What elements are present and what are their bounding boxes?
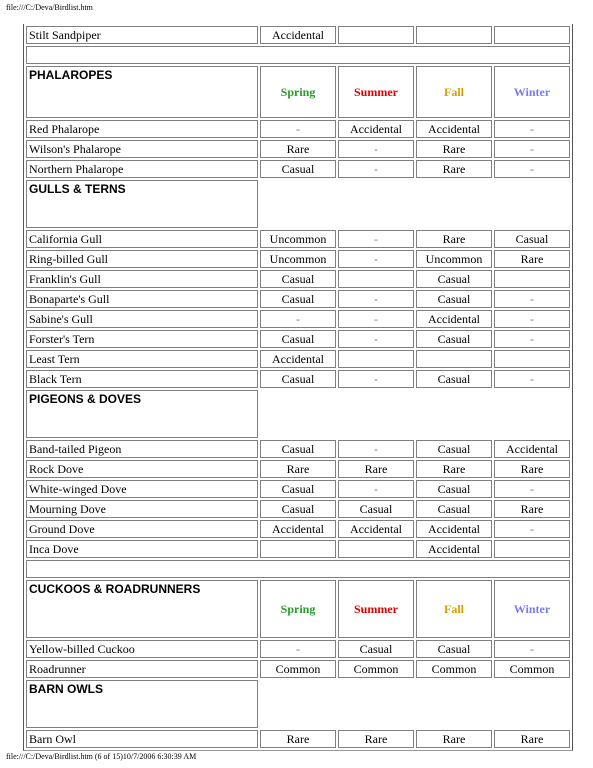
occurrence-fall: Accidental: [416, 120, 492, 138]
occurrence-fall: Rare: [416, 160, 492, 178]
bird-name: Yellow-billed Cuckoo: [26, 640, 258, 658]
bird-name: Ring-billed Gull: [26, 250, 258, 268]
bird-checklist-table: [24, 24, 572, 750]
occurrence-summer: -: [338, 480, 414, 498]
bird-row: [26, 480, 570, 498]
season-header-spring: Spring: [260, 66, 336, 118]
occurrence-summer: Accidental: [338, 520, 414, 538]
occurrence-fall: Accidental: [416, 310, 492, 328]
season-header-winter: Winter: [494, 66, 570, 118]
occurrence-winter: -: [494, 310, 570, 328]
bird-name: Band-tailed Pigeon: [26, 440, 258, 458]
occurrence-winter: -: [494, 330, 570, 348]
browser-footer: file:///C:/Deva/Birdlist.htm (6 of 15)10/7/2006 6:30:39 AM: [6, 752, 197, 761]
occurrence-fall: Casual: [416, 500, 492, 518]
category-title: PHALAROPES: [26, 66, 258, 118]
occurrence-spring: Common: [260, 660, 336, 678]
bird-row: [26, 730, 570, 748]
bird-row: [26, 290, 570, 308]
category-title: CUCKOOS & ROADRUNNERS: [26, 580, 258, 638]
spacer-row: [26, 46, 570, 64]
occurrence-fall: [416, 350, 492, 368]
occurrence-winter: [494, 540, 570, 558]
occurrence-spring: Accidental: [260, 26, 336, 44]
occurrence-spring: Casual: [260, 440, 336, 458]
occurrence-summer: -: [338, 310, 414, 328]
occurrence-fall: Uncommon: [416, 250, 492, 268]
bird-name: Rock Dove: [26, 460, 258, 478]
occurrence-winter: -: [494, 370, 570, 388]
occurrence-summer: -: [338, 370, 414, 388]
occurrence-summer: -: [338, 250, 414, 268]
bird-row: [26, 250, 570, 268]
spacer-cell: [26, 560, 570, 578]
bird-row: [26, 120, 570, 138]
bird-name: Wilson's Phalarope: [26, 140, 258, 158]
occurrence-spring: Rare: [260, 730, 336, 748]
category-header-row: [26, 580, 570, 638]
season-header-summer: Summer: [338, 66, 414, 118]
occurrence-fall: Casual: [416, 440, 492, 458]
occurrence-winter: -: [494, 290, 570, 308]
occurrence-winter: -: [494, 120, 570, 138]
occurrence-spring: Casual: [260, 290, 336, 308]
browser-header-url: file:///C:/Deva/Birdlist.htm: [6, 3, 93, 12]
occurrence-fall: Casual: [416, 370, 492, 388]
bird-name: Barn Owl: [26, 730, 258, 748]
occurrence-summer: Casual: [338, 500, 414, 518]
season-header-spring: Spring: [260, 580, 336, 638]
occurrence-summer: -: [338, 330, 414, 348]
bird-name: White-winged Dove: [26, 480, 258, 498]
occurrence-spring: Casual: [260, 270, 336, 288]
season-header-fall: Fall: [416, 66, 492, 118]
occurrence-spring: -: [260, 640, 336, 658]
category-blank-cell: [260, 680, 570, 728]
occurrence-winter: -: [494, 160, 570, 178]
occurrence-spring: Casual: [260, 330, 336, 348]
occurrence-spring: -: [260, 120, 336, 138]
bird-row: [26, 660, 570, 678]
occurrence-summer: -: [338, 230, 414, 248]
occurrence-summer: [338, 26, 414, 44]
bird-row: [26, 350, 570, 368]
occurrence-winter: Rare: [494, 500, 570, 518]
occurrence-fall: Rare: [416, 730, 492, 748]
occurrence-spring: Accidental: [260, 520, 336, 538]
occurrence-winter: -: [494, 140, 570, 158]
occurrence-spring: Rare: [260, 140, 336, 158]
bird-name: Sabine's Gull: [26, 310, 258, 328]
occurrence-spring: Uncommon: [260, 230, 336, 248]
occurrence-spring: -: [260, 310, 336, 328]
category-blank-cell: [260, 180, 570, 228]
season-header-summer: Summer: [338, 580, 414, 638]
occurrence-winter: Common: [494, 660, 570, 678]
bird-row: [26, 310, 570, 328]
bird-checklist-body: [26, 26, 570, 748]
occurrence-summer: -: [338, 140, 414, 158]
category-header-row: [26, 390, 570, 438]
occurrence-fall: Rare: [416, 140, 492, 158]
occurrence-spring: Accidental: [260, 350, 336, 368]
bird-checklist-table-wrapper: [23, 24, 573, 751]
bird-name: Stilt Sandpiper: [26, 26, 258, 44]
bird-name: Black Tern: [26, 370, 258, 388]
occurrence-winter: [494, 26, 570, 44]
occurrence-fall: Rare: [416, 460, 492, 478]
occurrence-winter: Rare: [494, 250, 570, 268]
occurrence-fall: Casual: [416, 290, 492, 308]
occurrence-summer: Common: [338, 660, 414, 678]
bird-row: [26, 270, 570, 288]
occurrence-spring: Casual: [260, 500, 336, 518]
occurrence-winter: Rare: [494, 460, 570, 478]
occurrence-winter: -: [494, 640, 570, 658]
occurrence-summer: Casual: [338, 640, 414, 658]
occurrence-winter: -: [494, 480, 570, 498]
occurrence-winter: Accidental: [494, 440, 570, 458]
occurrence-spring: Casual: [260, 480, 336, 498]
occurrence-spring: [260, 540, 336, 558]
occurrence-fall: Accidental: [416, 540, 492, 558]
bird-row: [26, 140, 570, 158]
occurrence-summer: -: [338, 290, 414, 308]
occurrence-fall: Casual: [416, 480, 492, 498]
bird-row: [26, 460, 570, 478]
occurrence-summer: -: [338, 160, 414, 178]
category-header-row: [26, 680, 570, 728]
occurrence-winter: [494, 270, 570, 288]
occurrence-summer: [338, 540, 414, 558]
spacer-cell: [26, 46, 570, 64]
bird-name: Least Tern: [26, 350, 258, 368]
occurrence-fall: [416, 26, 492, 44]
occurrence-summer: [338, 270, 414, 288]
category-title: GULLS & TERNS: [26, 180, 258, 228]
bird-name: Inca Dove: [26, 540, 258, 558]
occurrence-spring: Casual: [260, 160, 336, 178]
occurrence-spring: Uncommon: [260, 250, 336, 268]
bird-name: Forster's Tern: [26, 330, 258, 348]
occurrence-summer: -: [338, 440, 414, 458]
bird-row: [26, 160, 570, 178]
occurrence-fall: Casual: [416, 640, 492, 658]
occurrence-winter: [494, 350, 570, 368]
bird-row: [26, 640, 570, 658]
bird-row: [26, 500, 570, 518]
occurrence-spring: Casual: [260, 370, 336, 388]
occurrence-fall: Casual: [416, 270, 492, 288]
category-title: PIGEONS & DOVES: [26, 390, 258, 438]
season-header-winter: Winter: [494, 580, 570, 638]
occurrence-summer: [338, 350, 414, 368]
category-header-row: [26, 180, 570, 228]
category-title: BARN OWLS: [26, 680, 258, 728]
occurrence-summer: Accidental: [338, 120, 414, 138]
bird-row: [26, 520, 570, 538]
occurrence-summer: Rare: [338, 730, 414, 748]
bird-row: [26, 26, 570, 44]
bird-row: [26, 440, 570, 458]
occurrence-winter: -: [494, 520, 570, 538]
spacer-row: [26, 560, 570, 578]
bird-name: Franklin's Gull: [26, 270, 258, 288]
bird-row: [26, 540, 570, 558]
bird-name: Roadrunner: [26, 660, 258, 678]
occurrence-winter: Rare: [494, 730, 570, 748]
occurrence-spring: Rare: [260, 460, 336, 478]
occurrence-fall: Casual: [416, 330, 492, 348]
occurrence-fall: Accidental: [416, 520, 492, 538]
bird-row: [26, 330, 570, 348]
category-header-row: [26, 66, 570, 118]
season-header-fall: Fall: [416, 580, 492, 638]
bird-name: Bonaparte's Gull: [26, 290, 258, 308]
bird-name: California Gull: [26, 230, 258, 248]
bird-name: Red Phalarope: [26, 120, 258, 138]
occurrence-fall: Common: [416, 660, 492, 678]
occurrence-summer: Rare: [338, 460, 414, 478]
category-blank-cell: [260, 390, 570, 438]
bird-row: [26, 230, 570, 248]
bird-name: Northern Phalarope: [26, 160, 258, 178]
occurrence-winter: Casual: [494, 230, 570, 248]
bird-row: [26, 370, 570, 388]
bird-name: Mourning Dove: [26, 500, 258, 518]
bird-name: Ground Dove: [26, 520, 258, 538]
occurrence-fall: Rare: [416, 230, 492, 248]
